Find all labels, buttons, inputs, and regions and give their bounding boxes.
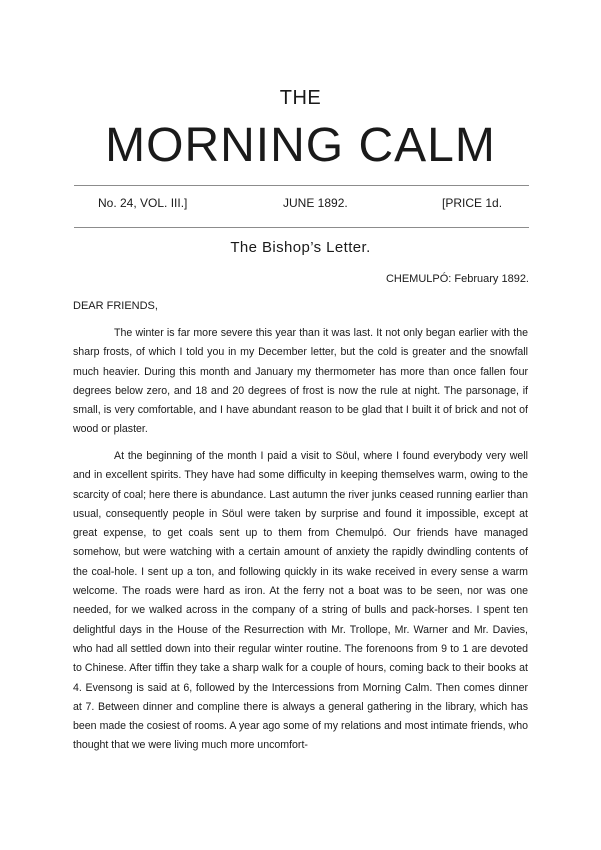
issue-price: [PRICE 1d.	[442, 196, 503, 210]
dateline: CHEMULPÓ: February 1892.	[385, 273, 529, 285]
salutation: DEAR FRIENDS,	[73, 300, 158, 312]
issue-date: JUNE 1892.	[283, 196, 348, 210]
top-rule	[74, 185, 529, 186]
masthead-article: THE	[279, 87, 322, 109]
article-heading: The Bishop’s Letter.	[230, 239, 371, 256]
paragraph-1: The winter is far more severe this year than it was last. It not only began earlier with the sharp frosts, of which I told you in my December letter, but the cold is greater and the snowfall much heavier. During this month and January my thermometer has more than once fallen four degrees below zero, and 18 and 20 degrees of frost is now the rule at night. The parsonage, if small, is very comfortable, and I have abundant reason to be glad that I built it of brick and not of wood or plaster.	[73, 327, 528, 436]
paragraph-2: At the beginning of the month I paid a visit to Söul, where I found everybody very well and in excellent spirits. They have had some difficulty in keeping themselves warm, owing to the scarcity of coal; here there is abundance. Last autumn the river junks ceased running earlier than usual, consequently people in Söul were taken by surprise and found it impossible, except at great expense, to get coals sent up to them from Chemulpó. Our friends have managed somehow, but were watching with a certain amount of anxiety the rapidly dwindling contents of the coal-hole. I sent up a ton, and following quickly in its wake received in every sense a warm welcome. The roads were hard as iron. At the ferry not a boat was to be seen, nor was one needed, for we walked across in the company of a string of bulls and pack-horses. I spent ten delightful days in the House of the Resurrection with Mr. Trollope, Mr. Warner and Mr. Davies, who had all settled down into their regular winter routine. The forenoons from 9 to 1 are devoted to Chinese. After tiffin they take a sharp walk for a couple of hours, coming back to their books at 4. Evensong is said at 6, followed by the Intercessions from Morning Calm. Then comes dinner at 7. Between dinner and compline there is always a general gathering in the library, which has been made the cosiest of rooms. A year ago some of my relations and most intimate friends, who thought that we were living much more uncomfort-	[73, 450, 528, 752]
bottom-rule	[74, 227, 529, 228]
masthead-title: MORNING CALM	[105, 119, 496, 172]
issue-number: No. 24, VOL. III.]	[98, 196, 188, 210]
